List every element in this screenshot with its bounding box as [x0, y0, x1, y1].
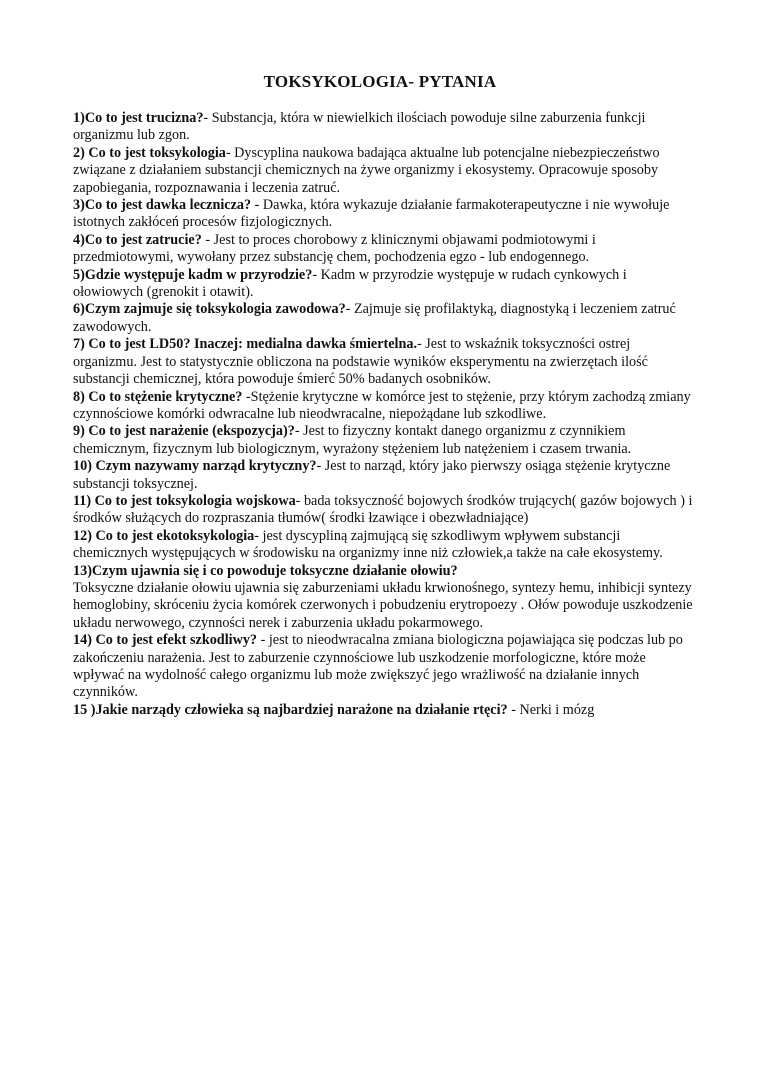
- answer-text: - Jest to narząd, który jako pierwszy osiąga stężenie krytyczne substancji toksycznej.: [73, 458, 671, 492]
- question-text: 15 )Jakie narządy człowieka są najbardziej narażone na działanie rtęci?: [73, 701, 508, 718]
- question-text: 14) Co to jest efekt szkodliwy?: [73, 632, 258, 649]
- qa-item-9: [73, 423, 693, 458]
- answer-text: - bada toksyczność bojowych środków trujących( gazów bojowych ) i środków służących do rozpraszania tłumów( środki łzawiące i obezwładniające): [73, 492, 693, 527]
- question-text: 7) Co to jest LD50? Inaczej: medialna dawka śmiertelna.: [73, 336, 418, 353]
- answer-text: - Dyscyplina naukowa badająca aktualne lub potencjalne niebezpieczeństwo związane z działaniem substancji chemicznych na żywe organizmy i ekosystemy. Opracowuje sposoby zapobiegania, rozpoznawania i leczenia zatruć.: [73, 144, 660, 196]
- question-text: 8) Co to stężenie krytyczne?: [73, 388, 243, 405]
- qa-item-2: [73, 145, 693, 197]
- qa-item-10: [73, 458, 693, 493]
- qa-list: [73, 110, 693, 719]
- qa-item-11: [73, 493, 693, 528]
- answer-text: - Dawka, która wykazuje działanie farmakoterapeutyczne i nie wywołuje istotnych zakłóceń procesów fizjologicznych.: [73, 197, 670, 231]
- answer-text: - Jest to proces chorobowy z klinicznymi objawami podmiotowymi i przedmiotowymi, wywołany przez substancję chem, pochodzenia egzo - lub endogennego.: [73, 231, 596, 266]
- answer-text: - Nerki i mózg: [507, 701, 595, 718]
- answer-text: -Stężenie krytyczne w komórce jest to stężenie, przy którym zachodzą zmiany czynnościowe komórki odwracalne lub nieodwracalne, niepożądane lub szkodliwe.: [73, 388, 691, 422]
- question-text: 11) Co to jest toksykologia wojskowa: [73, 492, 296, 509]
- question-text: 1)Co to jest trucizna?: [73, 110, 204, 126]
- qa-item-13: [73, 563, 693, 633]
- question-text: 10) Czym nazywamy narząd krytyczny?: [73, 458, 317, 475]
- answer-text: - jest to nieodwracalna zmiana biologiczna pojawiająca się podczas lub po zakończeniu narażenia. Jest to zaburzenie czynnościowe lub uszkodzenie morfologiczne, które może wpływać na wydolność całego organizmu lub może zwiększyć jego wrażliwość na działanie innych czynników.: [73, 632, 683, 701]
- qa-item-8: [73, 389, 693, 424]
- answer-text: - Substancja, która w niewielkich ilościach powoduje silne zaburzenia funkcji organizmu lub zgon.: [73, 110, 646, 144]
- question-text: 6)Czym zajmuje się toksykologia zawodowa?: [73, 301, 346, 318]
- qa-item-1: [73, 110, 693, 145]
- answer-text: Toksyczne działanie ołowiu ujawnia się zaburzeniami układu krwionośnego, syntezy hemu, inhibicji syntezy hemoglobiny, skróceniu życia komórek czerwonych i pobudzeniu erytropoezy . Ołów powoduje uszkodzenie układu nerwowego, czynności nerek i zaburzenia układu pokarmowego.: [73, 579, 693, 631]
- question-text: 13)Czym ujawnia się i co powoduje toksyczne działanie ołowiu?: [73, 562, 458, 579]
- qa-item-4: [73, 232, 693, 267]
- answer-text: - Zajmuje się profilaktyką, diagnostyką i leczeniem zatruć zawodowych.: [73, 301, 676, 335]
- qa-item-3: [73, 197, 693, 232]
- qa-item-15: [73, 702, 693, 719]
- qa-item-7: [73, 336, 693, 388]
- question-text: 9) Co to jest narażenie (ekspozycja)?: [73, 423, 295, 440]
- qa-item-14: [73, 632, 693, 702]
- question-text: 12) Co to jest ekotoksykologia: [73, 527, 255, 544]
- answer-text: - Jest to wskaźnik toksyczności ostrej organizmu. Jest to statystycznie obliczona na podstawie wyników eksperymentu na zwierzętach ilość substancji chemicznej, która powoduje śmierć 50% badanych osobników.: [73, 336, 648, 388]
- document-title: TOKSYKOLOGIA- PYTANIA: [263, 72, 497, 91]
- answer-text: - jest dyscypliną zajmującą się szkodliwym wpływem substancji chemicznych występujących w środowisku na organizmy inne niż człowiek,a także na całe ekosystemy.: [73, 527, 663, 562]
- question-text: 2) Co to jest toksykologia: [73, 144, 226, 161]
- question-text: 5)Gdzie występuje kadm w przyrodzie?: [73, 266, 313, 283]
- qa-item-6: [73, 301, 693, 336]
- qa-item-5: [73, 267, 693, 302]
- question-text: 3)Co to jest dawka lecznicza?: [73, 197, 252, 214]
- question-text: 4)Co to jest zatrucie?: [73, 231, 202, 248]
- qa-item-12: [73, 528, 693, 563]
- answer-text: - Jest to fizyczny kontakt danego organizmu z czynnikiem chemicznym, fizycznym lub biologicznym, wyrażony stężeniem lub natężeniem i czasem trwania.: [73, 423, 632, 457]
- answer-text: - Kadm w przyrodzie występuje w rudach cynkowych i ołowiowych (grenokit i otawit).: [73, 266, 627, 301]
